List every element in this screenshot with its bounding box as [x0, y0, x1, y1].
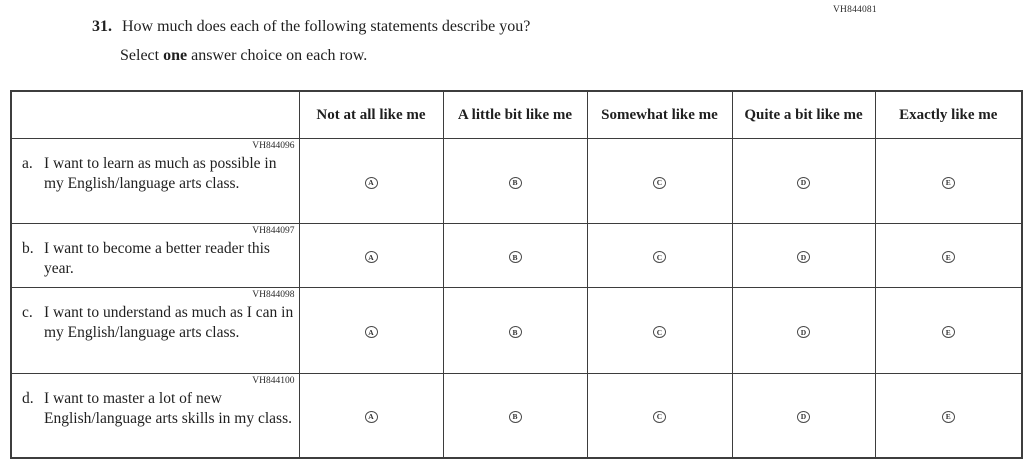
column-header-not-at-all: Not at all like me	[299, 91, 443, 139]
column-header-quite-a-bit: Quite a bit like me	[732, 91, 875, 139]
item-code: VH844100	[252, 376, 295, 386]
statement-cell	[11, 288, 299, 374]
question-line	[92, 17, 792, 37]
item-code: VH844097	[252, 226, 295, 236]
choice-bubble-e[interactable]: E	[942, 177, 955, 189]
option-cell	[299, 224, 443, 288]
option-cell	[443, 288, 587, 374]
stub-header	[11, 91, 299, 139]
item-code: VH844098	[252, 290, 295, 300]
table-row	[11, 139, 1022, 224]
choice-bubble-d[interactable]: D	[797, 326, 810, 338]
option-cell	[443, 139, 587, 224]
question-text: How much does each of the following statements describe you?	[122, 18, 531, 35]
choice-bubble-c[interactable]: C	[653, 177, 666, 189]
option-cell	[587, 224, 732, 288]
choice-bubble-d[interactable]: D	[797, 411, 810, 423]
item-statement-wrap	[12, 152, 299, 198]
option-cell	[587, 374, 732, 458]
option-cell	[299, 374, 443, 458]
instruction-bold: one	[163, 47, 188, 64]
choice-bubble-c[interactable]: C	[653, 411, 666, 423]
choice-bubble-b[interactable]: B	[509, 326, 522, 338]
question-block	[92, 17, 792, 66]
choice-bubble-a[interactable]: A	[365, 251, 378, 263]
item-letter: b.	[22, 240, 34, 257]
option-cell	[875, 288, 1022, 374]
choice-bubble-c[interactable]: C	[653, 326, 666, 338]
item-code: VH844096	[252, 141, 295, 151]
item-statement: I want to learn as much as possible in my English/language arts class.	[44, 155, 277, 193]
item-statement: I want to become a better reader this year.	[44, 240, 270, 278]
item-letter: a.	[22, 155, 33, 172]
instruction-line	[120, 46, 792, 66]
item-statement: I want to master a lot of new English/language arts skills in my class.	[44, 390, 292, 428]
column-header-somewhat: Somewhat like me	[587, 91, 732, 139]
choice-bubble-a[interactable]: A	[365, 177, 378, 189]
item-letter: c.	[22, 304, 33, 321]
choice-bubble-e[interactable]: E	[942, 326, 955, 338]
option-cell	[299, 139, 443, 224]
choice-bubble-b[interactable]: B	[509, 251, 522, 263]
form-code: VH844081	[833, 5, 877, 15]
item-statement-wrap	[12, 237, 299, 283]
table-row	[11, 288, 1022, 374]
option-cell	[299, 288, 443, 374]
option-cell	[443, 374, 587, 458]
table-row	[11, 224, 1022, 288]
item-statement-wrap	[12, 387, 299, 433]
instruction-prefix: Select	[120, 47, 164, 64]
item-letter: d.	[22, 390, 34, 407]
option-cell	[587, 139, 732, 224]
choice-bubble-b[interactable]: B	[509, 411, 522, 423]
item-statement: I want to understand as much as I can in my English/language arts class.	[44, 304, 294, 342]
table-row	[11, 374, 1022, 458]
option-cell	[732, 139, 875, 224]
option-cell	[875, 374, 1022, 458]
statement-cell	[11, 224, 299, 288]
option-cell	[732, 288, 875, 374]
option-cell	[587, 288, 732, 374]
header-row	[11, 91, 1022, 139]
choice-bubble-e[interactable]: E	[942, 411, 955, 423]
choice-bubble-a[interactable]: A	[365, 326, 378, 338]
option-cell	[875, 139, 1022, 224]
choice-bubble-e[interactable]: E	[942, 251, 955, 263]
statement-cell	[11, 139, 299, 224]
option-cell	[732, 224, 875, 288]
question-number: 31.	[92, 18, 112, 35]
response-matrix	[10, 90, 1023, 459]
column-header-a-little-bit: A little bit like me	[443, 91, 587, 139]
option-cell	[443, 224, 587, 288]
option-cell	[875, 224, 1022, 288]
choice-bubble-c[interactable]: C	[653, 251, 666, 263]
choice-bubble-a[interactable]: A	[365, 411, 378, 423]
item-statement-wrap	[12, 301, 299, 347]
option-cell	[732, 374, 875, 458]
choice-bubble-b[interactable]: B	[509, 177, 522, 189]
choice-bubble-d[interactable]: D	[797, 251, 810, 263]
column-header-exactly: Exactly like me	[875, 91, 1022, 139]
instruction-suffix: answer choice on each row.	[187, 47, 368, 64]
statement-cell	[11, 374, 299, 458]
choice-bubble-d[interactable]: D	[797, 177, 810, 189]
